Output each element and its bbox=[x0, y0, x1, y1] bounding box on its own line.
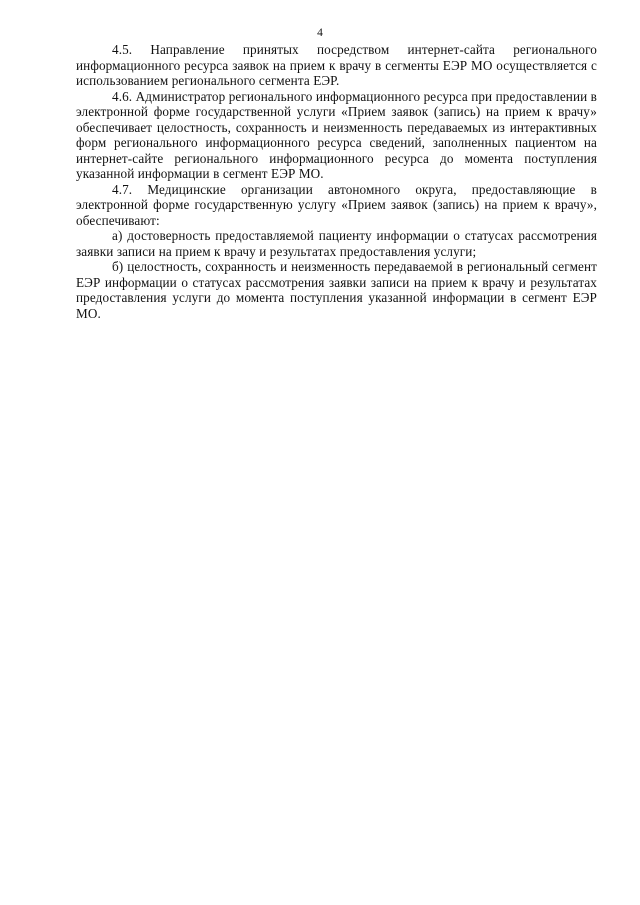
paragraph-4-7-b: б) целостность, сохранность и неизменность передаваемой в региональный сегмент ЕЭР информации о статусах рассмотрения заявки записи на прием к врачу и результатах предоставления услуги до момента поступления указанной информации в сегмент ЕЭР МО. bbox=[76, 259, 597, 321]
paragraph-4-6: 4.6. Администратор регионального информационного ресурса при предоставлении в электронной форме государственной услуги «Прием заявок (запись) на прием к врачу» обеспечивает целостность, сохранность и неизменность передаваемых из интерактивных форм регионального информационного ресурса сведений, заполненных пациентом на интернет-сайте регионального информационного ресурса до момента поступления указанной информации в сегмент ЕЭР МО. bbox=[76, 88, 597, 181]
paragraph-4-5: 4.5. Направление принятых посредством интернет-сайта регионального информационного ресурса заявок на прием к врачу в сегменты ЕЭР МО осуществляется с использованием регионального сегмента ЕЭР. bbox=[76, 42, 597, 88]
paragraph-4-7: 4.7. Медицинские организации автономного округа, предоставляющие в электронной форме государственную услугу «Прием заявок (запись) на прием к врачу», обеспечивают: bbox=[76, 181, 597, 228]
paragraph-4-7-a: а) достоверность предоставляемой пациенту информации о статусах рассмотрения заявки записи на прием к врачу и результатах предоставления услуги; bbox=[76, 228, 597, 259]
page-number: 4 bbox=[317, 27, 323, 39]
document-body bbox=[76, 42, 597, 321]
